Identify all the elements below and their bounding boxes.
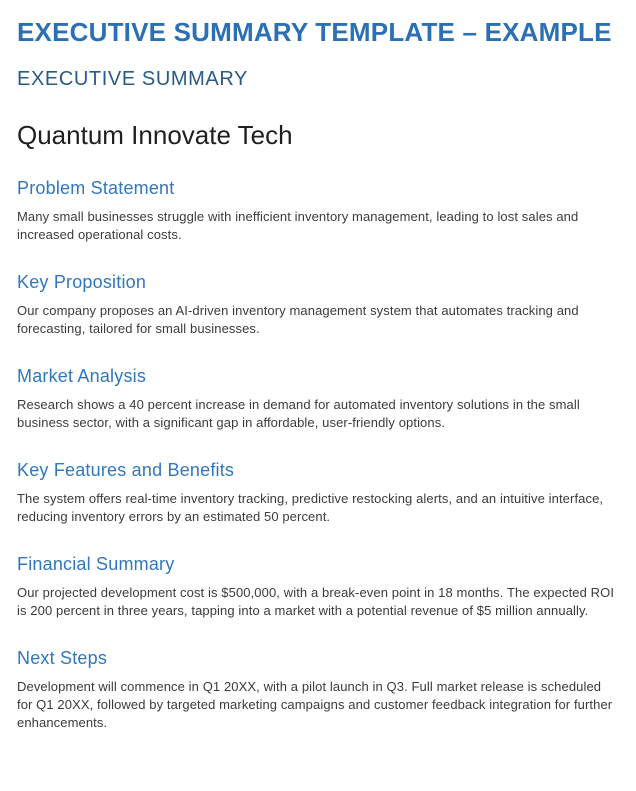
- section-body: Development will commence in Q1 20XX, with a pilot launch in Q3. Full market release is scheduled for Q1 20XX, followed by targeted marketing campaigns and customer feedback integration for further enhancements.: [17, 679, 613, 730]
- section-key-features-and-benefits: [17, 459, 619, 526]
- section-heading: Market Analysis: [17, 366, 147, 386]
- document-heading: EXECUTIVE SUMMARY: [17, 68, 248, 90]
- section-heading: Problem Statement: [17, 178, 175, 198]
- section-market-analysis: [17, 365, 619, 432]
- section-heading: Key Proposition: [17, 272, 147, 292]
- section-heading: Key Features and Benefits: [17, 460, 235, 480]
- section-next-steps: [17, 647, 619, 732]
- company-name: Quantum Innovate Tech: [17, 120, 293, 150]
- section-body: Our projected development cost is $500,000, with a break-even point in 18 months. The expected ROI is 200 percent in three years, tapping into a market with a potential revenue of $5 million annually.: [17, 585, 615, 618]
- section-body: Our company proposes an AI-driven inventory management system that automates tracking and forecasting, tailored for small businesses.: [17, 303, 579, 336]
- section-key-proposition: [17, 271, 619, 338]
- page-title: EXECUTIVE SUMMARY TEMPLATE – EXAMPLE: [17, 17, 612, 47]
- section-body: Research shows a 40 percent increase in demand for automated inventory solutions in the small business sector, with a significant gap in affordable, user-friendly options.: [17, 397, 580, 430]
- section-financial-summary: [17, 553, 619, 620]
- section-body: Many small businesses struggle with inefficient inventory management, leading to lost sales and increased operational costs.: [17, 209, 579, 242]
- section-heading: Next Steps: [17, 648, 108, 668]
- section-body: The system offers real-time inventory tracking, predictive restocking alerts, and an intuitive interface, reducing inventory errors by an estimated 50 percent.: [17, 491, 604, 524]
- section-heading: Financial Summary: [17, 554, 175, 574]
- section-problem-statement: [17, 177, 619, 244]
